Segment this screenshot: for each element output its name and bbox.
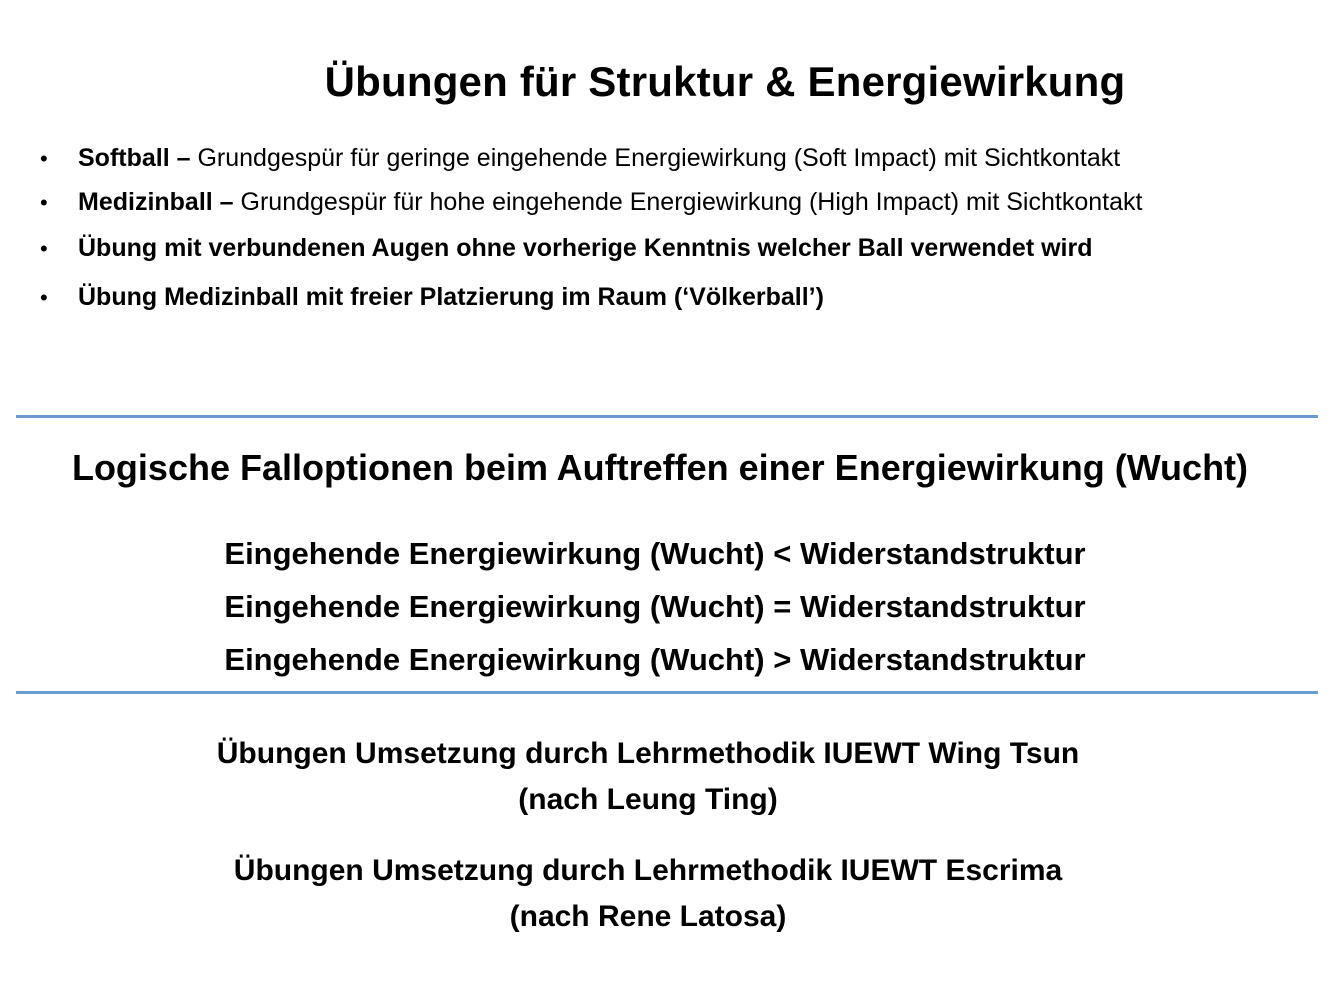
method-title: Übungen Umsetzung durch Lehrmethodik IUEWT Wing Tsun: [216, 737, 1080, 770]
case-list: [0, 527, 1310, 686]
section-divider-top: [16, 415, 1318, 418]
list-item-medizinball: [40, 184, 1240, 221]
method-escrima: [0, 848, 1296, 940]
list-item-description: Grundgespür für hohe eingehende Energiewirkung (High Impact) mit Sichtkontakt: [233, 188, 1143, 216]
bullet-marker: •: [40, 146, 48, 171]
bullet-marker: •: [40, 285, 48, 310]
case-less-than: Eingehende Energiewirkung (Wucht) < Widerstandstruktur: [224, 536, 1086, 571]
list-item-blindfold: [40, 230, 1240, 267]
list-item-softball: [40, 140, 1240, 177]
bullet-marker: •: [40, 190, 48, 215]
method-wing-tsun: [0, 731, 1296, 823]
list-item-lead: Softball –: [78, 144, 191, 172]
list-item-text: Übung mit verbundenen Augen ohne vorherige Kenntnis welcher Ball verwendet wird: [78, 234, 1093, 262]
method-attribution: (nach Rene Latosa): [509, 900, 787, 933]
section-heading-falloptionen: Logische Falloptionen beim Auftreffen einer Energiewirkung (Wucht): [71, 447, 1249, 488]
list-item-description: Grundgespür für geringe eingehende Energiewirkung (Soft Impact) mit Sichtkontakt: [190, 144, 1121, 172]
section-divider-bottom: [16, 691, 1318, 694]
list-item-voelkerball: [40, 279, 1240, 316]
case-equal: Eingehende Energiewirkung (Wucht) = Widerstandstruktur: [224, 589, 1086, 624]
slide-title: Übungen für Struktur & Energiewirkung: [324, 58, 1126, 105]
method-title: Übungen Umsetzung durch Lehrmethodik IUEWT Escrima: [233, 854, 1063, 887]
list-item-text: Übung Medizinball mit freier Platzierung im Raum (‘Völkerball’): [78, 283, 824, 311]
case-greater-than: Eingehende Energiewirkung (Wucht) > Widerstandstruktur: [224, 642, 1086, 677]
list-item-lead: Medizinball –: [78, 188, 234, 216]
exercise-list: [40, 140, 1240, 316]
method-attribution: (nach Leung Ting): [518, 783, 778, 816]
bullet-marker: •: [40, 236, 48, 261]
